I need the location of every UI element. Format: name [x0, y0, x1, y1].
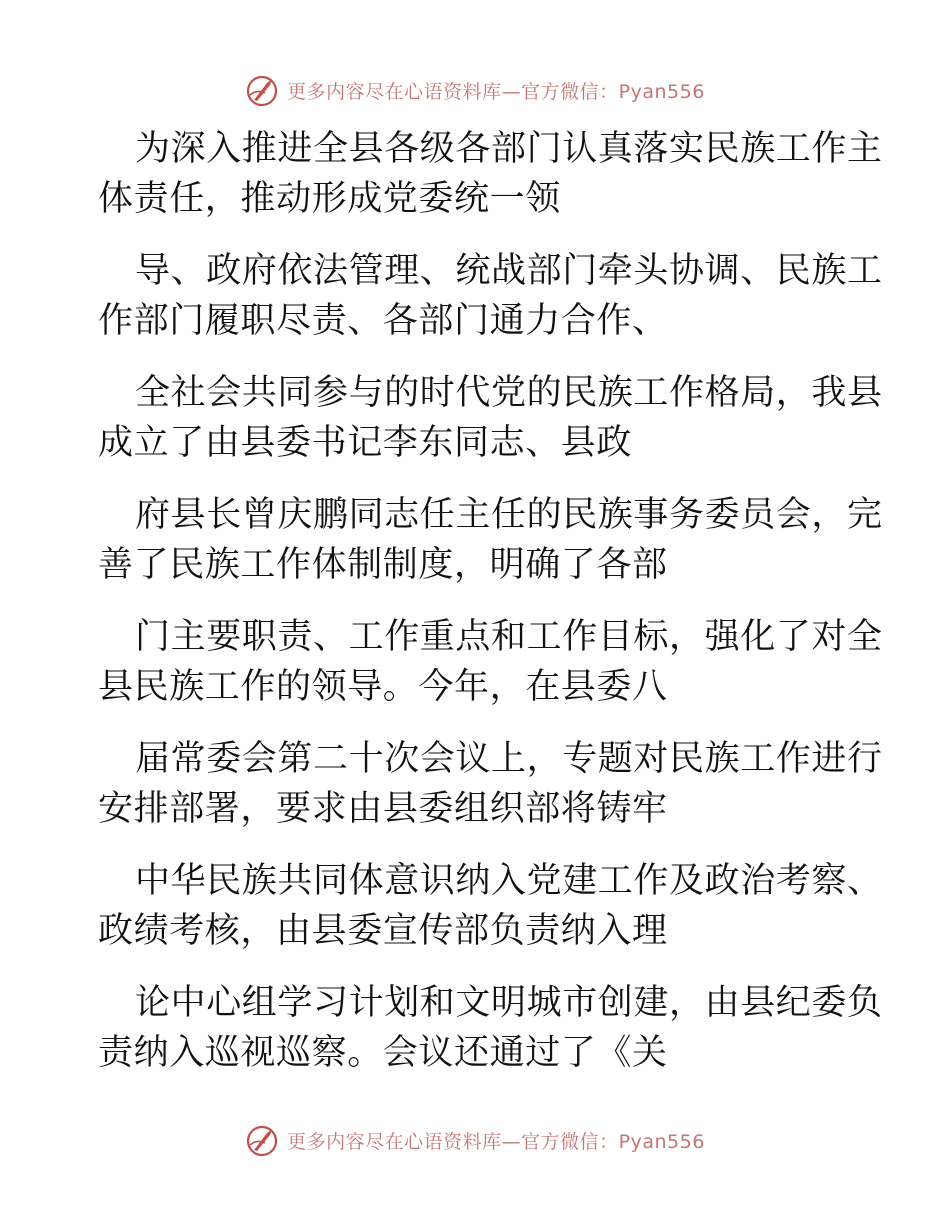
quill-pen-logo-icon: [245, 73, 279, 107]
watermark-text: 更多内容尽在心语资料库—官方微信：Pyan556: [287, 80, 705, 103]
body-line: 导、政府依法管理、统战部门牵头协调、民族工: [135, 251, 883, 291]
body-line: 安排部署，要求由县委组织部将铸牢: [98, 789, 668, 829]
footer-watermark: [0, 1120, 950, 1160]
body-line: 论中心组学习计划和文明城市创建，由县纪委负: [135, 983, 883, 1023]
body-line: 成立了由县委书记李东同志、县政: [98, 423, 633, 463]
body-line: 门主要职责、工作重点和工作目标，强化了对全: [135, 617, 883, 657]
body-line: 作部门履职尽责、各部门通力合作、: [98, 301, 668, 341]
body-line: 为深入推进全县各级各部门认真落实民族工作主: [135, 129, 883, 169]
body-line: 县民族工作的领导。今年，在县委八: [98, 667, 668, 707]
body-line: 府县长曾庆鹏同志任主任的民族事务委员会，完: [135, 495, 883, 535]
body-line: 全社会共同参与的时代党的民族工作格局，我县: [135, 373, 883, 413]
body-line: 中华民族共同体意识纳入党建工作及政治考察、: [135, 861, 883, 901]
quill-pen-logo-icon: [245, 1123, 279, 1157]
body-line: 届常委会第二十次会议上，专题对民族工作进行: [135, 739, 883, 779]
header-watermark: [0, 70, 950, 110]
body-line: 责纳入巡视巡察。会议还通过了《关: [98, 1033, 668, 1073]
body-line: 体责任，推动形成党委统一领: [98, 179, 561, 219]
document-body: [98, 124, 883, 1078]
watermark-text: 更多内容尽在心语资料库—官方微信：Pyan556: [287, 1130, 705, 1153]
body-line: 政绩考核，由县委宣传部负责纳入理: [98, 911, 668, 951]
body-line: 善了民族工作体制制度，明确了各部: [98, 545, 668, 585]
